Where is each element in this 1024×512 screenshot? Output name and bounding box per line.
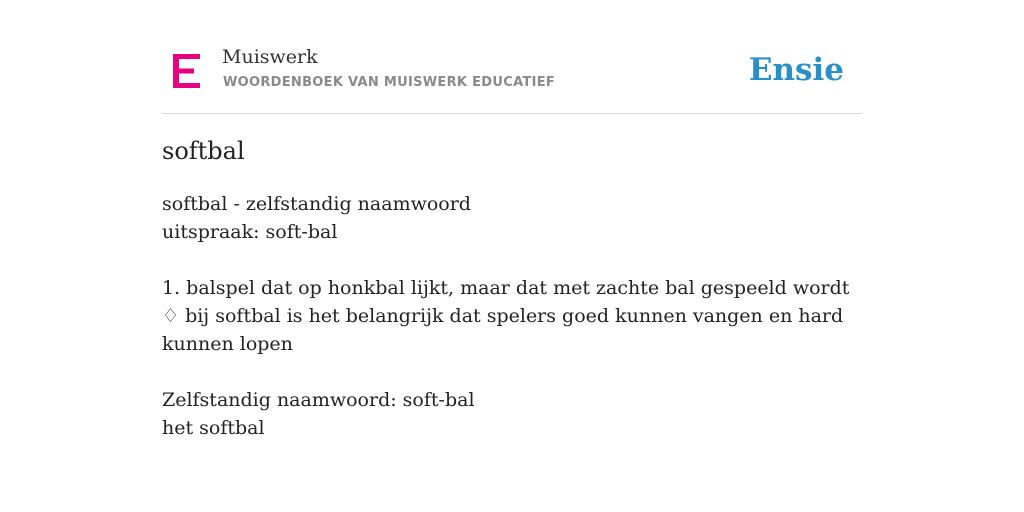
header: [162, 0, 862, 114]
entry-definition: 1. balspel dat op honkbal lijkt, maar dat met zachte bal gespeeld wordt: [162, 277, 850, 299]
entry-pronunciation: uitspraak: soft-bal: [162, 221, 338, 243]
spacer: [162, 358, 862, 386]
entry-grammar: Zelfstandig naamwoord: soft-bal: [162, 389, 475, 411]
entry-example: ♢ bij softbal is het belangrijk dat spelers goed kunnen vangen en hard kunnen lopen: [162, 305, 844, 355]
entry-body: [162, 190, 862, 442]
entry-article: het softbal: [162, 417, 265, 439]
brand-subtitle: WOORDENBOEK VAN MUISWERK EDUCATIEF: [223, 75, 556, 90]
entry-title: softbal: [162, 137, 245, 165]
page-container: [162, 0, 862, 439]
brand-name[interactable]: Muiswerk: [222, 46, 318, 68]
ensie-logo-link[interactable]: Ensie: [748, 52, 844, 88]
entry-word-type: softbal - zelfstandig naamwoord: [162, 193, 471, 215]
spacer: [162, 246, 862, 274]
muiswerk-logo-icon[interactable]: [173, 54, 200, 88]
